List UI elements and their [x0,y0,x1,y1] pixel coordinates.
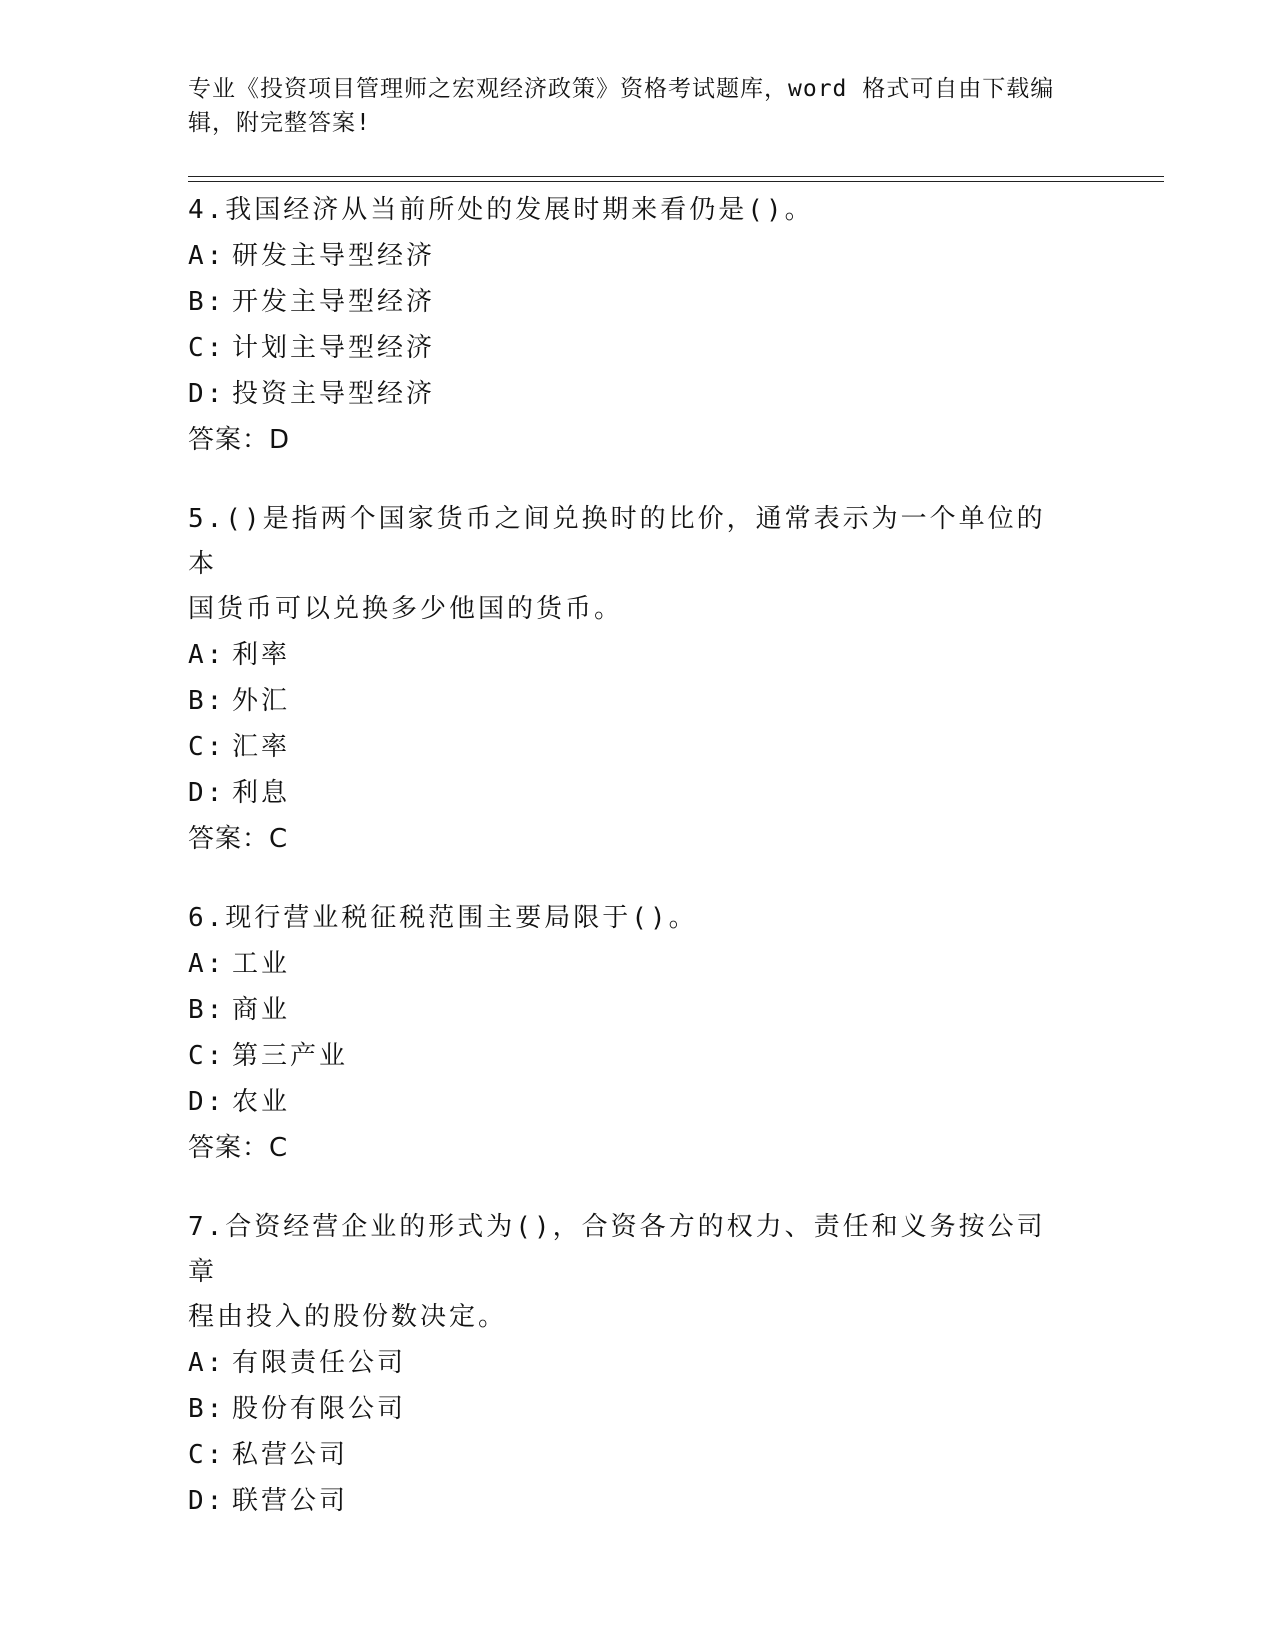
option-c [188,724,1068,770]
option-a [188,941,1068,987]
option-letter: C: [188,1041,226,1071]
option-letter: B: [188,995,226,1025]
question-stem: 程由投入的股份数决定。 [188,1302,508,1332]
option-text: 投资主导型经济 [232,379,436,409]
option-letter: C: [188,732,226,762]
header-divider-bottom [188,181,1164,182]
option-letter: B: [188,686,226,716]
answer-line: 答案：C [188,824,289,854]
option-d [188,1478,1068,1524]
question-stem: 国货币可以兑换多少他国的货币。 [188,594,624,624]
option-text: 工业 [232,949,291,979]
option-c [188,1033,1068,1079]
option-letter: D: [188,778,226,808]
option-letter: A: [188,949,226,979]
option-letter: A: [188,640,226,670]
option-d [188,770,1068,816]
option-letter: C: [188,333,226,363]
option-text: 开发主导型经济 [232,287,436,317]
option-text: 计划主导型经济 [232,333,436,363]
option-a [188,233,1068,279]
question-stem: 5.()是指两个国家货币之间兑换时的比价，通常表示为一个单位的本 [188,504,1046,579]
question-list [188,188,1068,1558]
option-letter: B: [188,287,226,317]
option-letter: D: [188,1087,226,1117]
document-header [188,72,1068,140]
option-text: 有限责任公司 [232,1348,407,1378]
option-b [188,1386,1068,1432]
option-a [188,632,1068,678]
header-divider-top [188,176,1164,177]
option-c [188,1432,1068,1478]
answer-line: 答案：D [188,425,291,455]
option-text: 私营公司 [232,1440,349,1470]
option-text: 农业 [232,1087,291,1117]
question-stem: 7.合资经营企业的形式为()，合资各方的权力、责任和义务按公司章 [188,1212,1046,1287]
option-text: 股份有限公司 [232,1394,407,1424]
option-text: 利率 [232,640,291,670]
option-b [188,987,1068,1033]
option-b [188,279,1068,325]
option-text: 汇率 [232,732,291,762]
option-text: 研发主导型经济 [232,241,436,271]
answer-line: 答案：C [188,1133,289,1163]
option-c [188,325,1068,371]
question-7 [188,1205,1068,1524]
option-d [188,1079,1068,1125]
option-text: 商业 [232,995,291,1025]
option-text: 利息 [232,778,291,808]
option-a [188,1340,1068,1386]
question-stem: 6.现行营业税征税范围主要局限于()。 [188,903,698,933]
option-text: 外汇 [232,686,291,716]
option-text: 联营公司 [232,1486,349,1516]
question-6 [188,896,1068,1171]
option-letter: B: [188,1394,226,1424]
option-b [188,678,1068,724]
option-letter: D: [188,1486,226,1516]
header-line-2: 辑，附完整答案! [188,110,371,136]
question-stem: 4.我国经济从当前所处的发展时期来看仍是()。 [188,195,814,225]
question-4 [188,188,1068,463]
option-letter: A: [188,1348,226,1378]
option-letter: D: [188,379,226,409]
option-d [188,371,1068,417]
question-5 [188,497,1068,862]
option-letter: A: [188,241,226,271]
header-line-1: 专业《投资项目管理师之宏观经济政策》资格考试题库，word 格式可自由下载编 [188,76,1055,102]
option-letter: C: [188,1440,226,1470]
option-text: 第三产业 [232,1041,349,1071]
